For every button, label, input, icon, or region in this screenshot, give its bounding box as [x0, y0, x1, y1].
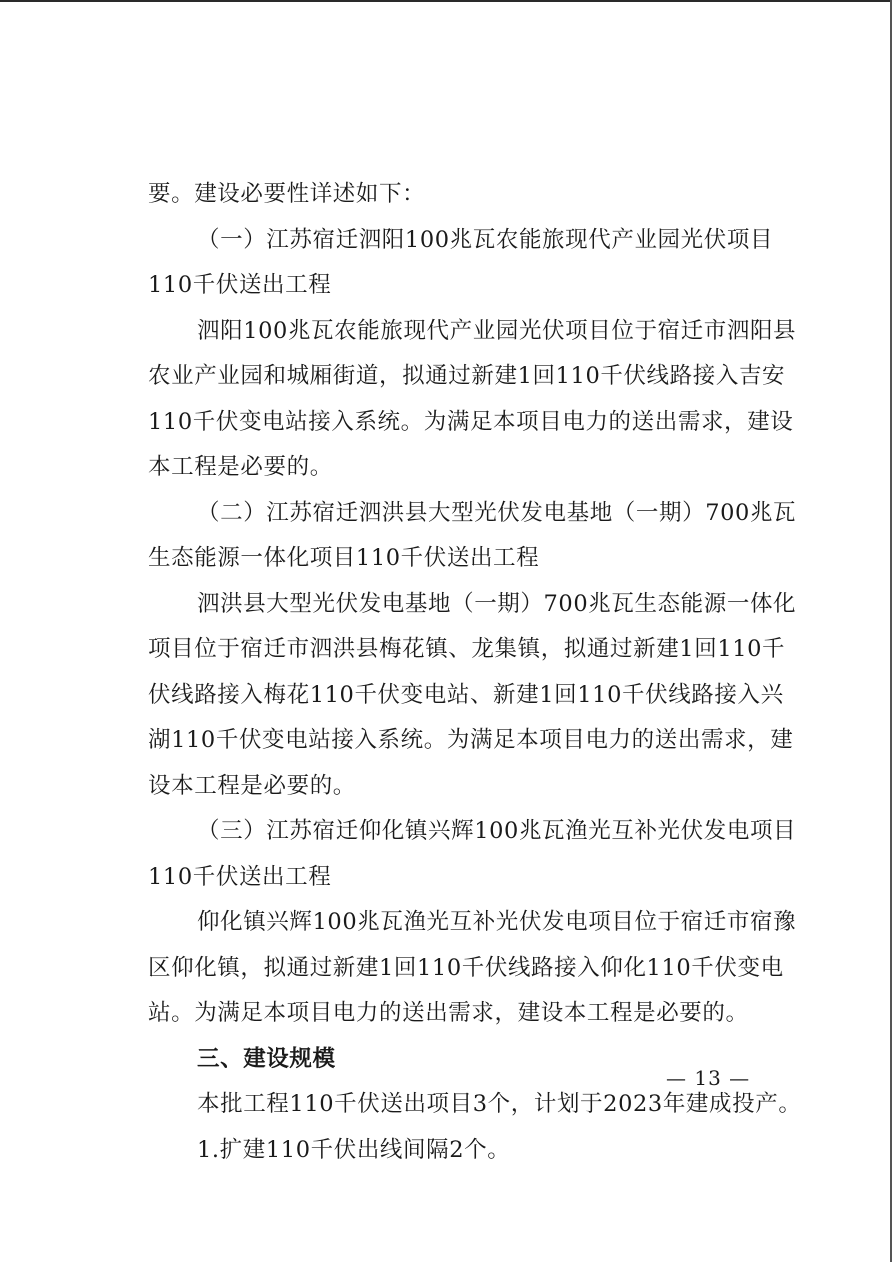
paragraph-project-1-line-4: 本工程是必要的。 [148, 454, 333, 480]
paragraph-project-2-line-5: 设本工程是必要的。 [148, 772, 356, 799]
page-number: — 13 — [666, 1066, 751, 1090]
subheading-project-2: （二）江苏宿迁泗洪县大型光伏发电基地（一期）700兆瓦 [197, 499, 797, 526]
paragraph-project-2-line-3: 伏线路接入梅花110千伏变电站、新建1回110千伏线路接入兴 [148, 681, 784, 708]
paragraph-project-1-line-3: 110千伏变电站接入系统。为满足本项目电力的送出需求，建设 [148, 408, 794, 435]
paragraph-project-2-line-2: 项目位于宿迁市泗洪县梅花镇、龙集镇，拟通过新建1回110千 [148, 636, 786, 662]
paragraph-project-2-line-1: 泗洪县大型光伏发电基地（一期）700兆瓦生态能源一体化 [197, 590, 797, 617]
subheading-project-1: （一）江苏宿迁泗阳100兆瓦农能旅现代产业园光伏项目 [197, 226, 774, 253]
text-line-continuation: 要。建设必要性详述如下： [148, 181, 426, 207]
paragraph-project-3-line-3: 站。为满足本项目电力的送出需求，建设本工程是必要的。 [148, 1000, 749, 1026]
subheading-project-3: （三）江苏宿迁仰化镇兴辉100兆瓦渔光互补光伏发电项目 [197, 818, 797, 844]
paragraph-project-1-line-2: 农业产业园和城厢街道，拟通过新建1回110千伏线路接入吉安 [148, 363, 786, 389]
paragraph-project-1-line-1: 泗阳100兆瓦农能旅现代产业园光伏项目位于宿迁市泗阳县 [197, 317, 797, 344]
subheading-project-2-cont: 生态能源一体化项目110千伏送出工程 [148, 545, 540, 571]
paragraph-scale-summary: 本批工程110千伏送出项目3个，计划于2023年建成投产。 [197, 1091, 802, 1117]
page-top-edge [0, 0, 892, 2]
subheading-project-3-cont: 110千伏送出工程 [148, 863, 332, 890]
list-item-expansion: 1.扩建110千伏出线间隔2个。 [197, 1136, 511, 1163]
paragraph-project-2-line-4: 湖110千伏变电站接入系统。为满足本项目电力的送出需求，建 [148, 727, 794, 753]
paragraph-project-3-line-1: 仰化镇兴辉100兆瓦渔光互补光伏发电项目位于宿迁市宿豫 [197, 909, 797, 935]
paragraph-project-3-line-2: 区仰化镇，拟通过新建1回110千伏线路接入仰化110千伏变电 [148, 954, 784, 981]
document-body [148, 172, 802, 1173]
section-heading-construction-scale: 三、建设规模 [197, 1045, 336, 1072]
subheading-project-1-cont: 110千伏送出工程 [148, 272, 332, 298]
